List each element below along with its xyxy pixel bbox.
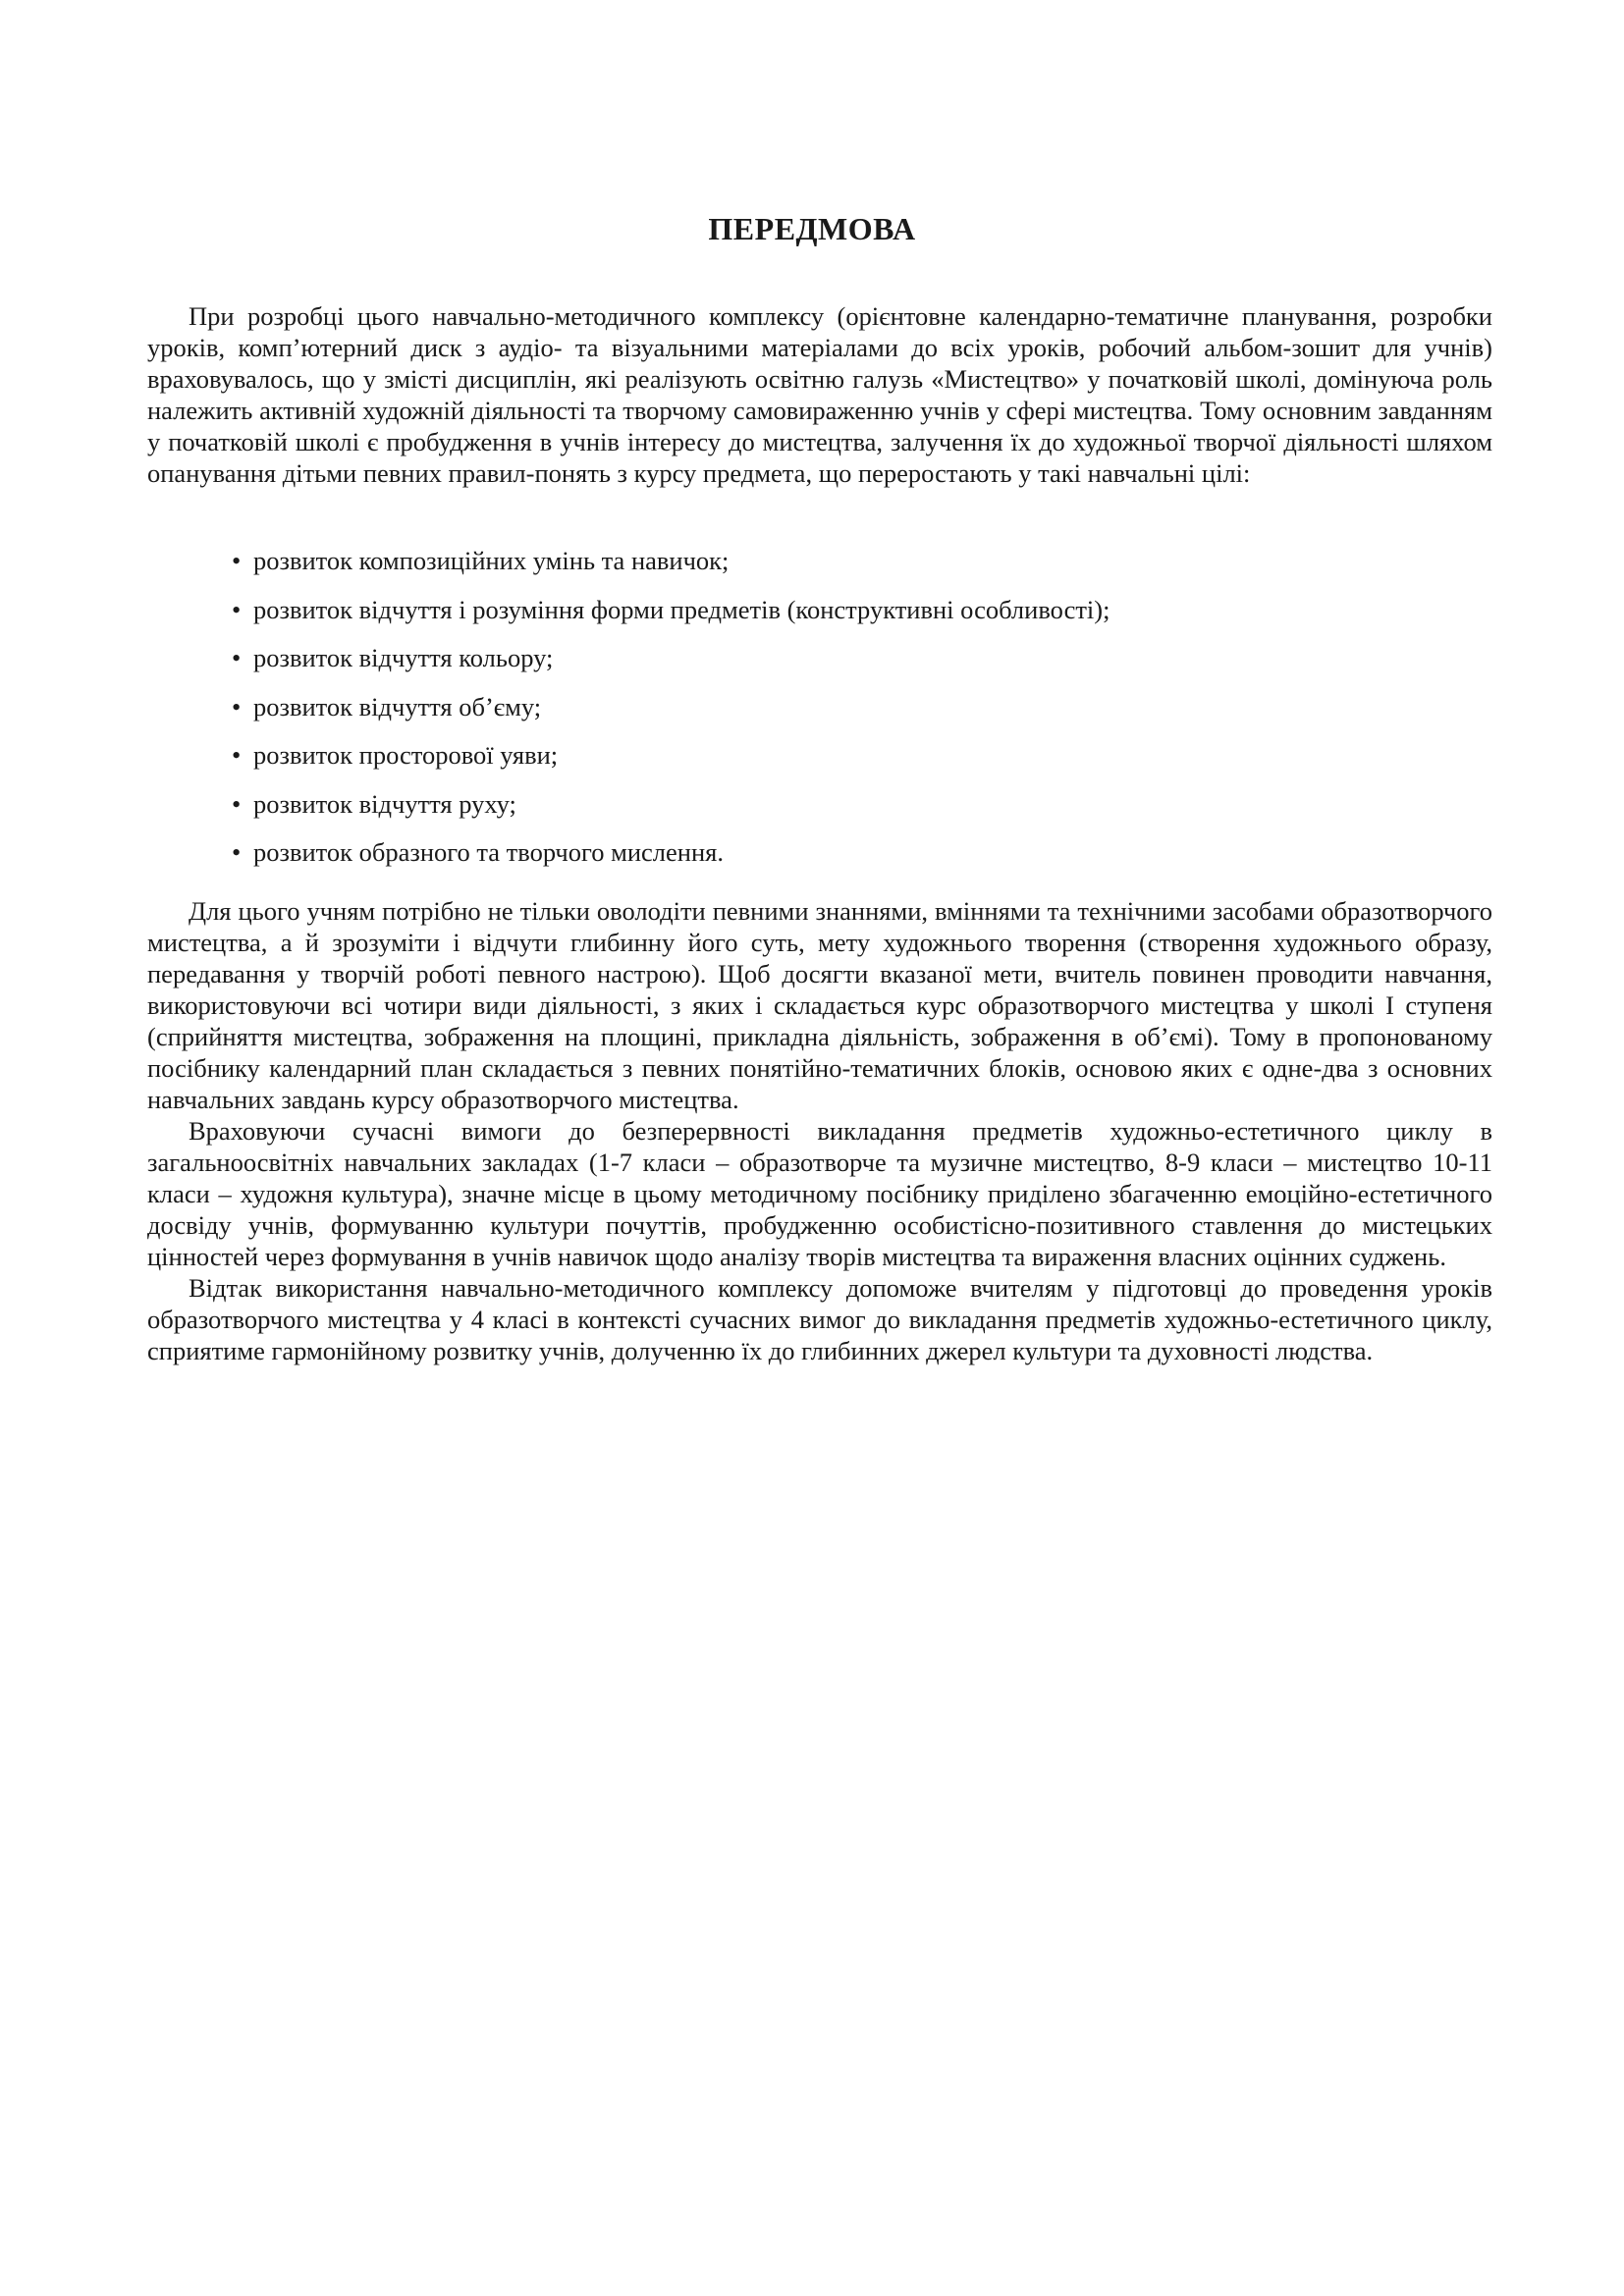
bullet-icon: • (232, 643, 242, 672)
list-item (232, 594, 1110, 643)
bullet-icon: • (232, 788, 242, 819)
closing-block (147, 895, 1492, 1366)
list-item (232, 691, 1110, 740)
intro-paragraph: При розробці цього навчально-методичного комплексу (орієнтовне календарно-тематичне планування, розробки уроків, комп’ютерний диск з аудіо- та візуальними матеріалами до всіх уроків, робочий альбом-зошит для учнів) враховувалось, що у змісті дисциплін, які реалізують освітню галузь «Мистецтво» у початковій школі, домінуюча роль належить активній художній діяльності та творчому самовираженню учнів у сфері мистецтва. Тому основним завданням у початковій школі є пробудження в учнів інтересу до мистецтва, залучення їх до художньої творчої діяльності шляхом опанування дітьми певних правил-понять з курсу предмета, що переростають у такі навчальні цілі: (147, 301, 1492, 488)
list-item-text: розвиток композиційних умінь та навичок; (253, 546, 730, 575)
list-item (232, 788, 1110, 837)
list-item (232, 545, 1110, 594)
body-paragraph: Для цього учням потрібно не тільки оволодіти певними знаннями, вміннями та технічними засобами образотворчого мистецтва, а й зрозуміти і відчути глибинну його суть, мету художнього творення (створення художнього образу, передавання у творчій роботі певного настрою). Щоб досягти вказаної мети, вчитель повинен проводити навчання, використовуючи всі чотири види діяльності, з яких і складається курс образотворчого мистецтва у школі I ступеня (сприйняття мистецтва, зображення на площині, прикладна діяльність, зображення в об’ємі). Тому в пропонованому посібнику календарний план складається з певних понятійно-тематичних блоків, основою яких є одне-два з основних навчальних завдань курсу образотворчого мистецтва. (147, 896, 1492, 1114)
list-item-text: розвиток відчуття кольору; (253, 643, 554, 672)
body-paragraph: Відтак використання навчально-методичного комплексу допоможе вчителям у підготовці до проведення уроків образотворчого мистецтва у 4 класі в контексті сучасних вимог до викладання предметів художньо-естетичного циклу, сприятиме гармонійному розвитку учнів, долученню їх до глибинних джерел культури та духовності людства. (147, 1273, 1492, 1365)
bullet-icon: • (232, 837, 242, 867)
list-item (232, 642, 1110, 691)
body-paragraph: Враховуючи сучасні вимоги до безперервності викладання предметів художньо-естетичного циклу в загальноосвітніх навчальних закладах (1-7 класи – образотворче та музичне мистецтво, 8-9 класи – мистецтво 10-11 класи – художня культура), значне місце в цьому методичному посібнику приділено збагаченню емоційно-естетичного досвіду учнів, формуванню культури почуттів, пробудженню особистісно-позитивного ставлення до мистецьких цінностей через формування в учнів навичок щодо аналізу творів мистецтва та вираження власних оцінних суджень. (147, 1116, 1492, 1271)
goals-list (232, 545, 1110, 885)
intro-block (147, 300, 1492, 489)
list-item-text: розвиток відчуття руху; (253, 788, 516, 819)
bullet-icon: • (232, 691, 242, 721)
bullet-icon: • (232, 740, 242, 770)
list-item (232, 836, 1110, 885)
list-item (232, 739, 1110, 788)
list-item-text: розвиток відчуття і розуміння форми предметів (конструктивні особливості); (253, 594, 1110, 624)
list-item-text: розвиток відчуття об’єму; (253, 691, 542, 721)
page-title: ПЕРЕДМОВА (708, 211, 916, 246)
list-item-text: розвиток просторової уяви; (253, 740, 559, 770)
bullet-icon: • (232, 594, 242, 624)
bullet-icon: • (232, 546, 242, 575)
list-item-text: розвиток образного та творчого мислення. (253, 837, 724, 867)
